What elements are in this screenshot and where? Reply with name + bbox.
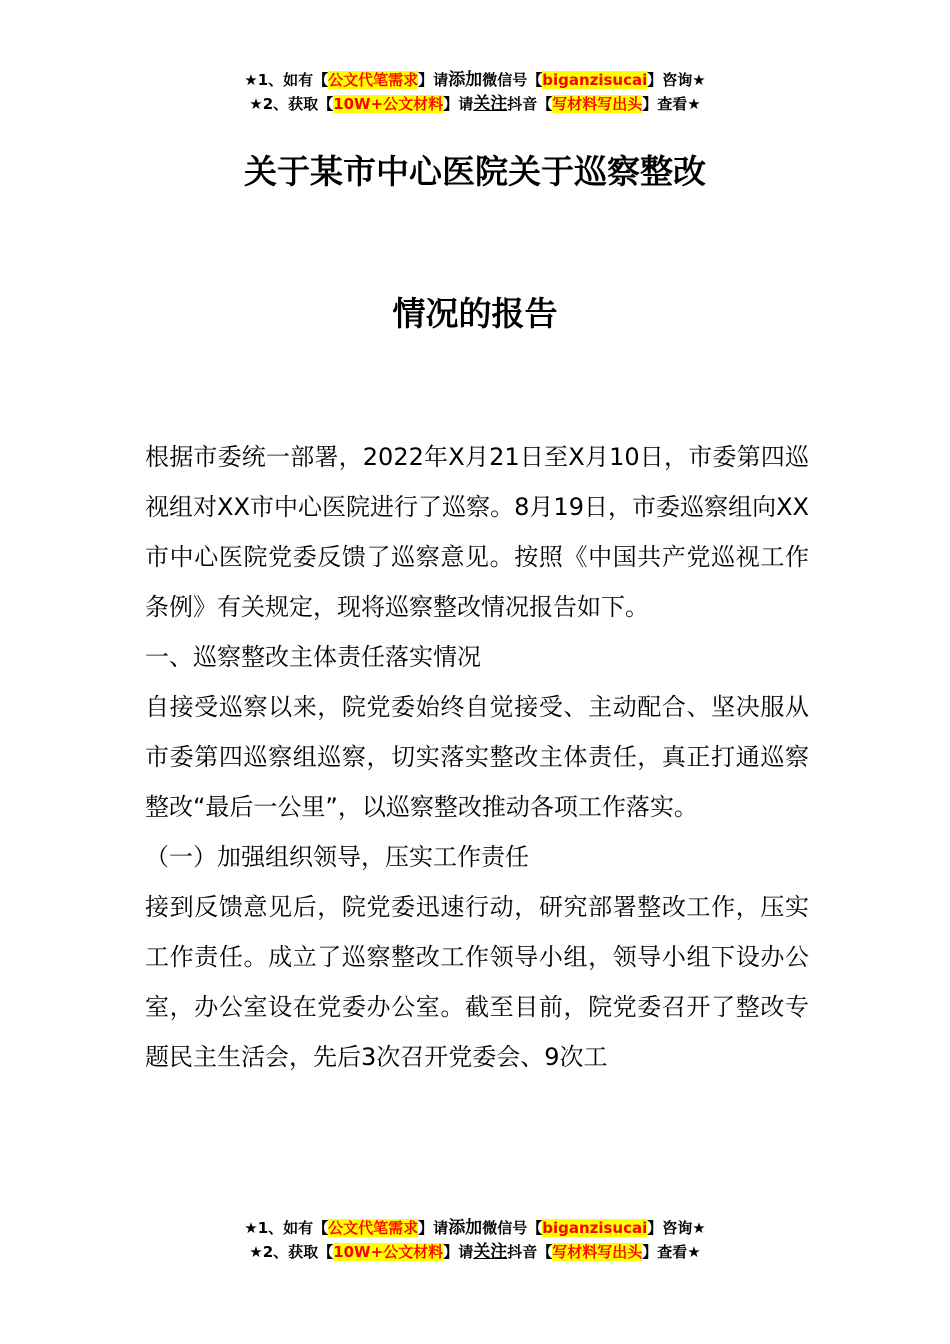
banner-line-2 [0, 1240, 950, 1264]
banner-text: 】咨询★ [647, 1219, 706, 1237]
highlight-materials: 10W+公文材料 [333, 1243, 444, 1261]
highlight-service: 公文代笔需求 [328, 71, 419, 89]
banner-text: ★2、获取【 [249, 95, 334, 113]
highlight-douyin-account: 写材料写出头 [552, 95, 643, 113]
footer-banner [0, 1216, 950, 1264]
banner-emphasis: 关注 [473, 94, 508, 114]
document-title-line-1: 关于某市中心医院关于巡察整改 [244, 152, 706, 191]
banner-text: 微信号【 [482, 1219, 543, 1237]
section-heading-1: 一、巡察整改主体责任落实情况 [145, 643, 481, 671]
document-title-line-2: 情况的报告 [392, 294, 558, 333]
banner-text: 】咨询★ [647, 71, 706, 89]
banner-text: 】请 [443, 1243, 474, 1261]
banner-line-1 [0, 1216, 950, 1240]
highlight-wechat-id: biganzisucai [542, 71, 648, 89]
paragraph-subsection-1: 接到反馈意见后，院党委迅速行动，研究部署整改工作，压实工作责任。成立了巡察整改工作领导小组，领导小组下设办公室，办公室设在党委办公室。截至目前，院党委召开了整改专题民主生活会，先后3次召开党委会、9次工 [145, 893, 809, 1071]
subsection-heading-1: （一）加强组织领导，压实工作责任 [145, 843, 529, 871]
banner-text: 】查看★ [642, 1243, 701, 1261]
banner-emphasis: 关注 [473, 1242, 508, 1262]
banner-text: 】请 [418, 71, 449, 89]
banner-text: 】查看★ [642, 95, 701, 113]
highlight-douyin-account: 写材料写出头 [552, 1243, 643, 1261]
highlight-wechat-id: biganzisucai [542, 1219, 648, 1237]
highlight-materials: 10W+公文材料 [333, 95, 444, 113]
banner-line-2 [0, 92, 950, 116]
document-body [145, 432, 809, 1082]
banner-text: 微信号【 [482, 71, 543, 89]
banner-text: 】请 [418, 1219, 449, 1237]
banner-line-1 [0, 68, 950, 92]
banner-text: 抖音【 [507, 1243, 553, 1261]
highlight-service: 公文代笔需求 [328, 1219, 419, 1237]
banner-text: ★2、获取【 [249, 1243, 334, 1261]
paragraph-intro: 根据市委统一部署，2022年X月21日至X月10日，市委第四巡视组对XX市中心医院进行了巡察。8月19日，市委巡察组向XX市中心医院党委反馈了巡察意见。按照《中国共产党巡视工作条例》有关规定，现将巡察整改情况报告如下。 [145, 443, 809, 621]
paragraph-section-1: 自接受巡察以来，院党委始终自觉接受、主动配合、坚决服从市委第四巡察组巡察，切实落实整改主体责任，真正打通巡察整改“最后一公里”，以巡察整改推动各项工作落实。 [145, 693, 809, 821]
banner-emphasis: 添加 [448, 70, 483, 90]
banner-text: 】请 [443, 95, 474, 113]
banner-emphasis: 添加 [448, 1218, 483, 1238]
header-banner [0, 68, 950, 116]
banner-text: ★1、如有【 [244, 71, 329, 89]
banner-text: ★1、如有【 [244, 1219, 329, 1237]
banner-text: 抖音【 [507, 95, 553, 113]
